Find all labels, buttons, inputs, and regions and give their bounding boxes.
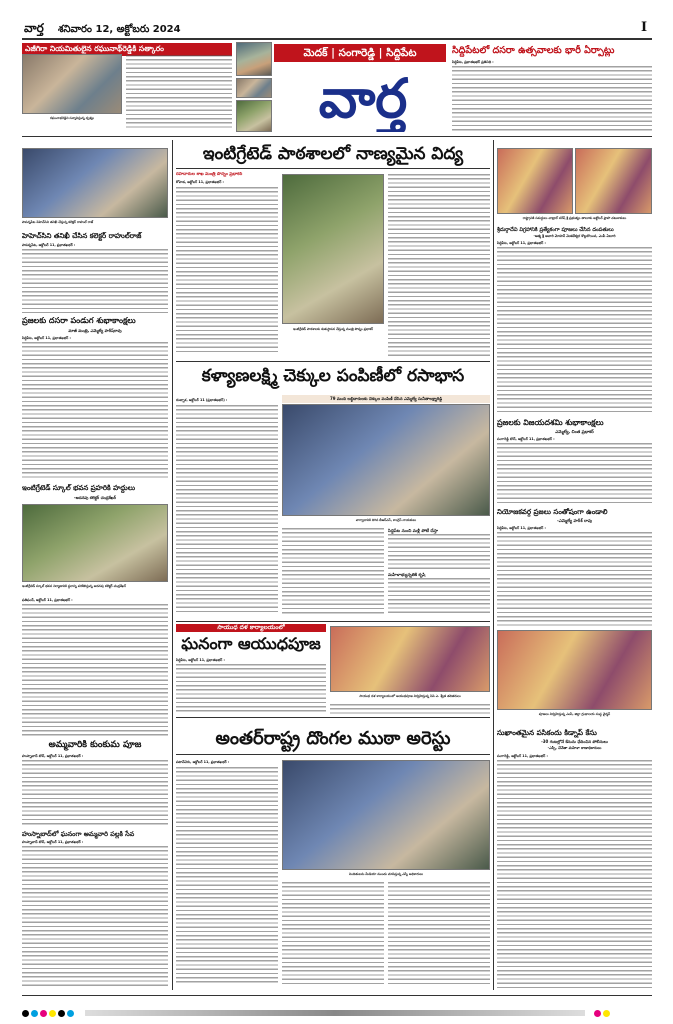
ayudha-byline: సిద్దిపేట, అక్టోబర్ 11, ప్రభాతఖభర్ : xyxy=(176,658,225,662)
top-left-story xyxy=(22,42,232,134)
integrated-school-subhead: రహదారుల శాఖ మంత్రి పొన్నం ప్రభాకర్ xyxy=(176,172,243,177)
footer-rule xyxy=(22,995,652,996)
thieves-headline: అంతర్‌రాష్ట్ర దొంగల ముఠా అరెస్టు xyxy=(215,728,451,749)
thieves-caption: నిందితులను మీడియా ముందు చూపిస్తున్న ఎస్పీ అధికారులు xyxy=(349,872,423,876)
right-column xyxy=(497,140,652,990)
left-column xyxy=(22,138,172,998)
right-photo-1 xyxy=(497,148,573,214)
kalyana-body-1 xyxy=(176,405,278,615)
header-date: శనివారం 12, అక్టోబరు 2024 xyxy=(58,24,181,35)
right-photo-caption: రాష్ట్రానికి సమర్ధులు చాట్రాల్ నరేష్ శ్రీ ప్రభుత్వం తాలూకు అక్టోబర్ ఫ్రాహా చటుకాకులు xyxy=(522,216,627,220)
ayudha-caption: సాయుధ దళ కార్యాలయంలో ఆయుధపూజ నిర్వహిస్తున్న సిపి ఎ. శ్వేత తదితరులు xyxy=(359,694,461,698)
health-body xyxy=(22,249,168,313)
banner-photo-left xyxy=(236,42,272,76)
right-wishes-subhead: ఎమ్మెల్యే, చింత ప్రభాకర్ xyxy=(555,429,594,434)
health-byline: పాపన్నపేట, అక్టోబర్ 11, ప్రభాతఖభర్ : xyxy=(22,243,76,247)
kalyana-byline: దుబ్బాక, అక్టోబర్ 11 (ప్రభాతఖభర్) : xyxy=(176,398,228,402)
masthead-banner xyxy=(236,42,446,134)
puja-body xyxy=(22,760,168,826)
ayudha-kicker: సాయుధ దళ కార్యాలయంలో xyxy=(176,624,326,632)
health-photo xyxy=(22,148,168,218)
puja-headline: అమ్మవారికి కుంకుమ పూజ xyxy=(48,740,142,750)
right-sub-headline: శ్రీదుర్గాదేవి విగ్రహానికి ప్రత్యేకంగా పూజలు చేసిన దంపతులు xyxy=(497,227,614,233)
right-byline-1: సిద్దిపేట, అక్టోబర్ 11, ప్రభాతఖభర్ : xyxy=(497,241,546,245)
kalyana-photo-label: 79 మంది లబ్ధిదారులకు చెక్కుల పంపిణీ చేసిన ఎమ్మెల్యే సునీతాలక్ష్మారెడ్డి xyxy=(282,395,490,403)
case-subhead: -30 గంటల్లోనే కేసును ఛేదించిన పోలీసులు xyxy=(541,739,608,744)
bhavan-photo xyxy=(22,504,168,582)
integrated-school-body-2 xyxy=(388,174,490,356)
right-wishes-headline: ప్రజలకు విజయదశమి శుభాకాంక్షలు xyxy=(497,418,604,427)
banner-photo-left-3 xyxy=(236,100,272,132)
integrated-school-rule xyxy=(176,168,490,169)
footer-registration-marks xyxy=(22,1002,652,1012)
kalyana-body-3 xyxy=(388,534,490,570)
top-left-caption: రఘునాథరెడ్డిని సన్మానిస్తున్న దృశ్యం xyxy=(50,116,94,120)
right-niyojaka-subhead: -ఎమ్మెల్యే హరీశ్ రావు xyxy=(556,518,593,523)
kalyana-subhead-1: సిద్దిపేట నుంచి మళ్లీ పోటీ చేస్తా xyxy=(388,528,438,533)
integrated-school-byline: కోహెడ, అక్టోబర్ 11, ప్రభాతఖభర్ : xyxy=(176,180,224,184)
right-niyojaka-body xyxy=(497,532,652,626)
integrated-school-photo xyxy=(282,174,384,324)
pallaki-byline: హుస్నాబాద్ టౌన్, అక్టోబర్ 11, ప్రభాతఖభర్ : xyxy=(22,840,84,844)
right-wishes-body xyxy=(497,443,652,505)
kalyana-headline: కళ్యాణలక్ష్మి చెక్కుల పంపిణీలో రసాభాస xyxy=(201,366,465,386)
bhavan-caption: ఇంటిగ్రేటెడ్ స్కూల్ భవన నిర్మాణానికి స్థలాన్ని పరిశీలిస్తున్న అదనపు కలెక్టర్ చంద్రశేఖర్ xyxy=(22,584,126,588)
kalyana-body-2 xyxy=(282,528,384,616)
thieves-body-1 xyxy=(176,767,278,985)
right-body-1 xyxy=(497,247,652,415)
top-left-body xyxy=(126,55,232,130)
right-photo-3 xyxy=(497,630,652,710)
top-right-byline: సిద్దిపేట, ప్రభాతఖభర్ ప్రతినిధి : xyxy=(452,60,494,64)
thieves-body-2 xyxy=(282,882,384,985)
case-byline: సంగారెడ్డి, అక్టోబర్ 11, ప్రభాతఖభర్ : xyxy=(497,754,548,758)
ayudha-body-1 xyxy=(176,664,326,714)
wishes-subhead: మాజీ మంత్రి, ఎమ్మెల్యే హరీష్‌రావు xyxy=(68,328,122,333)
integrated-school-caption: ఇంటిగ్రేటెడ్ పాఠశాలకు శంకుస్థాపన చేస్తున్న మంత్రి పొన్నం ప్రభాకర్ xyxy=(292,327,374,331)
case-headline: సుఖాంతమైన పసికందు కిడ్నాప్ కేసు xyxy=(497,728,597,737)
masthead-small: వార్త xyxy=(24,21,44,35)
ayudha-story xyxy=(176,622,490,716)
thieves-body-3 xyxy=(388,882,490,985)
rule-below-top xyxy=(22,136,652,137)
district-banner: మెదక్ | సంగారెడ్డి | సిద్దిపేట xyxy=(274,44,446,62)
integrated-school-body-1 xyxy=(176,187,278,355)
top-left-headline: ఎజీగిరా నియమితులైన రఘునాథ్‌రెడ్డికి సత్కారం xyxy=(22,43,232,56)
kalyana-subhead-2: మహిళాభ్యున్నతికి కృషి xyxy=(388,572,426,577)
page-number: I xyxy=(641,20,648,35)
puja-byline: హుస్నాబాద్ టౌన్, అక్టోబర్ 11, ప్రభాతఖభర్ : xyxy=(22,754,84,758)
top-right-story xyxy=(452,42,652,134)
top-left-photo xyxy=(22,54,122,114)
top-right-body xyxy=(452,66,652,132)
wishes-body xyxy=(22,342,168,480)
pallaki-body xyxy=(22,846,168,986)
case-body xyxy=(497,760,652,988)
bhavan-byline: ఫతిఫంద్, అక్టోబర్ 11, ప్రభాతఖభర్ : xyxy=(22,598,73,602)
thieves-byline: పటాన్‌చెరు, అక్టోబర్ 11, ప్రభాతఖభర్ : xyxy=(176,760,230,764)
thieves-story xyxy=(176,720,490,990)
ayudha-headline: ఘనంగా ఆయుధపూజ xyxy=(181,634,321,653)
left-column-divider xyxy=(172,140,173,990)
banner-photo-left-2 xyxy=(236,78,272,98)
wishes-byline: సిద్దిపేట, అక్టోబర్ 11, ప్రభాతఖభర్ : xyxy=(22,336,71,340)
health-caption: పాపన్నపేట పిహెచ్‌సిని తనిఖీ చేస్తున్న కలెక్టర్ రాహుల్ రాజ్ xyxy=(22,220,94,224)
logo: వార్త xyxy=(318,66,408,130)
integrated-school-story xyxy=(176,140,490,360)
thieves-rule xyxy=(176,754,490,755)
ayudha-body-2 xyxy=(330,704,490,716)
right-niyojaka-headline: నియోజకవర్గ ప్రజలు సంతోషంగా ఉండాలి xyxy=(497,508,608,516)
top-right-headline: సిద్దిపేటలో దసరా ఉత్సవాలకు భారీ ఏర్పాట్లు xyxy=(452,45,615,56)
bhavan-body xyxy=(22,604,168,736)
kalyana-caption: వాగ్వాదానికి దిగిన బీఆర్‌ఎస్, కాంగ్రెస్ నాయకులు xyxy=(355,518,417,522)
pallaki-headline: హుస్నాబాద్‌లో ఘనంగా అమ్మవారి పల్లకి సేవ xyxy=(22,830,135,838)
right-niyojaka-byline: సిద్దిపేట, అక్టోబర్ 11, ప్రభాతఖభర్ : xyxy=(497,526,546,530)
kalyana-body-4 xyxy=(388,578,490,616)
right-photo-2 xyxy=(575,148,652,214)
header-rule xyxy=(22,38,652,40)
right-sub-subhead: -ఆత్మ శ్రీ ఆచారి మోహన్ వెంకటేశ్వర కొల్లబొయిన, ఎంపీ ఏలూరి xyxy=(533,234,616,238)
kalyana-photo xyxy=(282,404,490,516)
health-headline: హెహెచ్‌సిని తనిఖీ చేసిన కలెక్టర్ రాహుల్‌రాజ్ xyxy=(22,232,142,240)
thieves-photo xyxy=(282,760,490,870)
integrated-school-headline: ఇంటిగ్రేటెడ్ పాఠశాలలో నాణ్యమైన విద్య xyxy=(202,144,464,164)
bhavan-subhead: -అదనపు కలెక్టర్ చంద్రశేఖర్ xyxy=(73,495,117,500)
page-header xyxy=(0,0,673,44)
kalyana-story xyxy=(176,362,490,620)
case-subhead-2: -ఎస్పీ, చేనేతా మహిళా ఠాణాధికారులు xyxy=(547,746,602,750)
right-photo-3-caption: పూజలు నిర్వహిస్తున్న ఎంపీ, జిల్లా గ్రంథాలయ సంస్థ చైర్మన్ xyxy=(538,712,611,716)
wishes-headline: ప్రజలకు దసరా పండుగ శుభాకాంక్షలు xyxy=(22,316,136,325)
bhavan-headline: ఇంటిగ్రేటెడ్ స్కూల్ భవన ప్రహరికి హద్దులు xyxy=(22,484,136,492)
right-column-divider xyxy=(493,140,494,990)
right-wishes-byline: సంగారెడ్డి టౌన్, అక్టోబర్ 11, ప్రభాతఖభర్ : xyxy=(497,437,555,441)
ayudha-photo xyxy=(330,626,490,692)
rule-above-thieves xyxy=(176,717,490,718)
